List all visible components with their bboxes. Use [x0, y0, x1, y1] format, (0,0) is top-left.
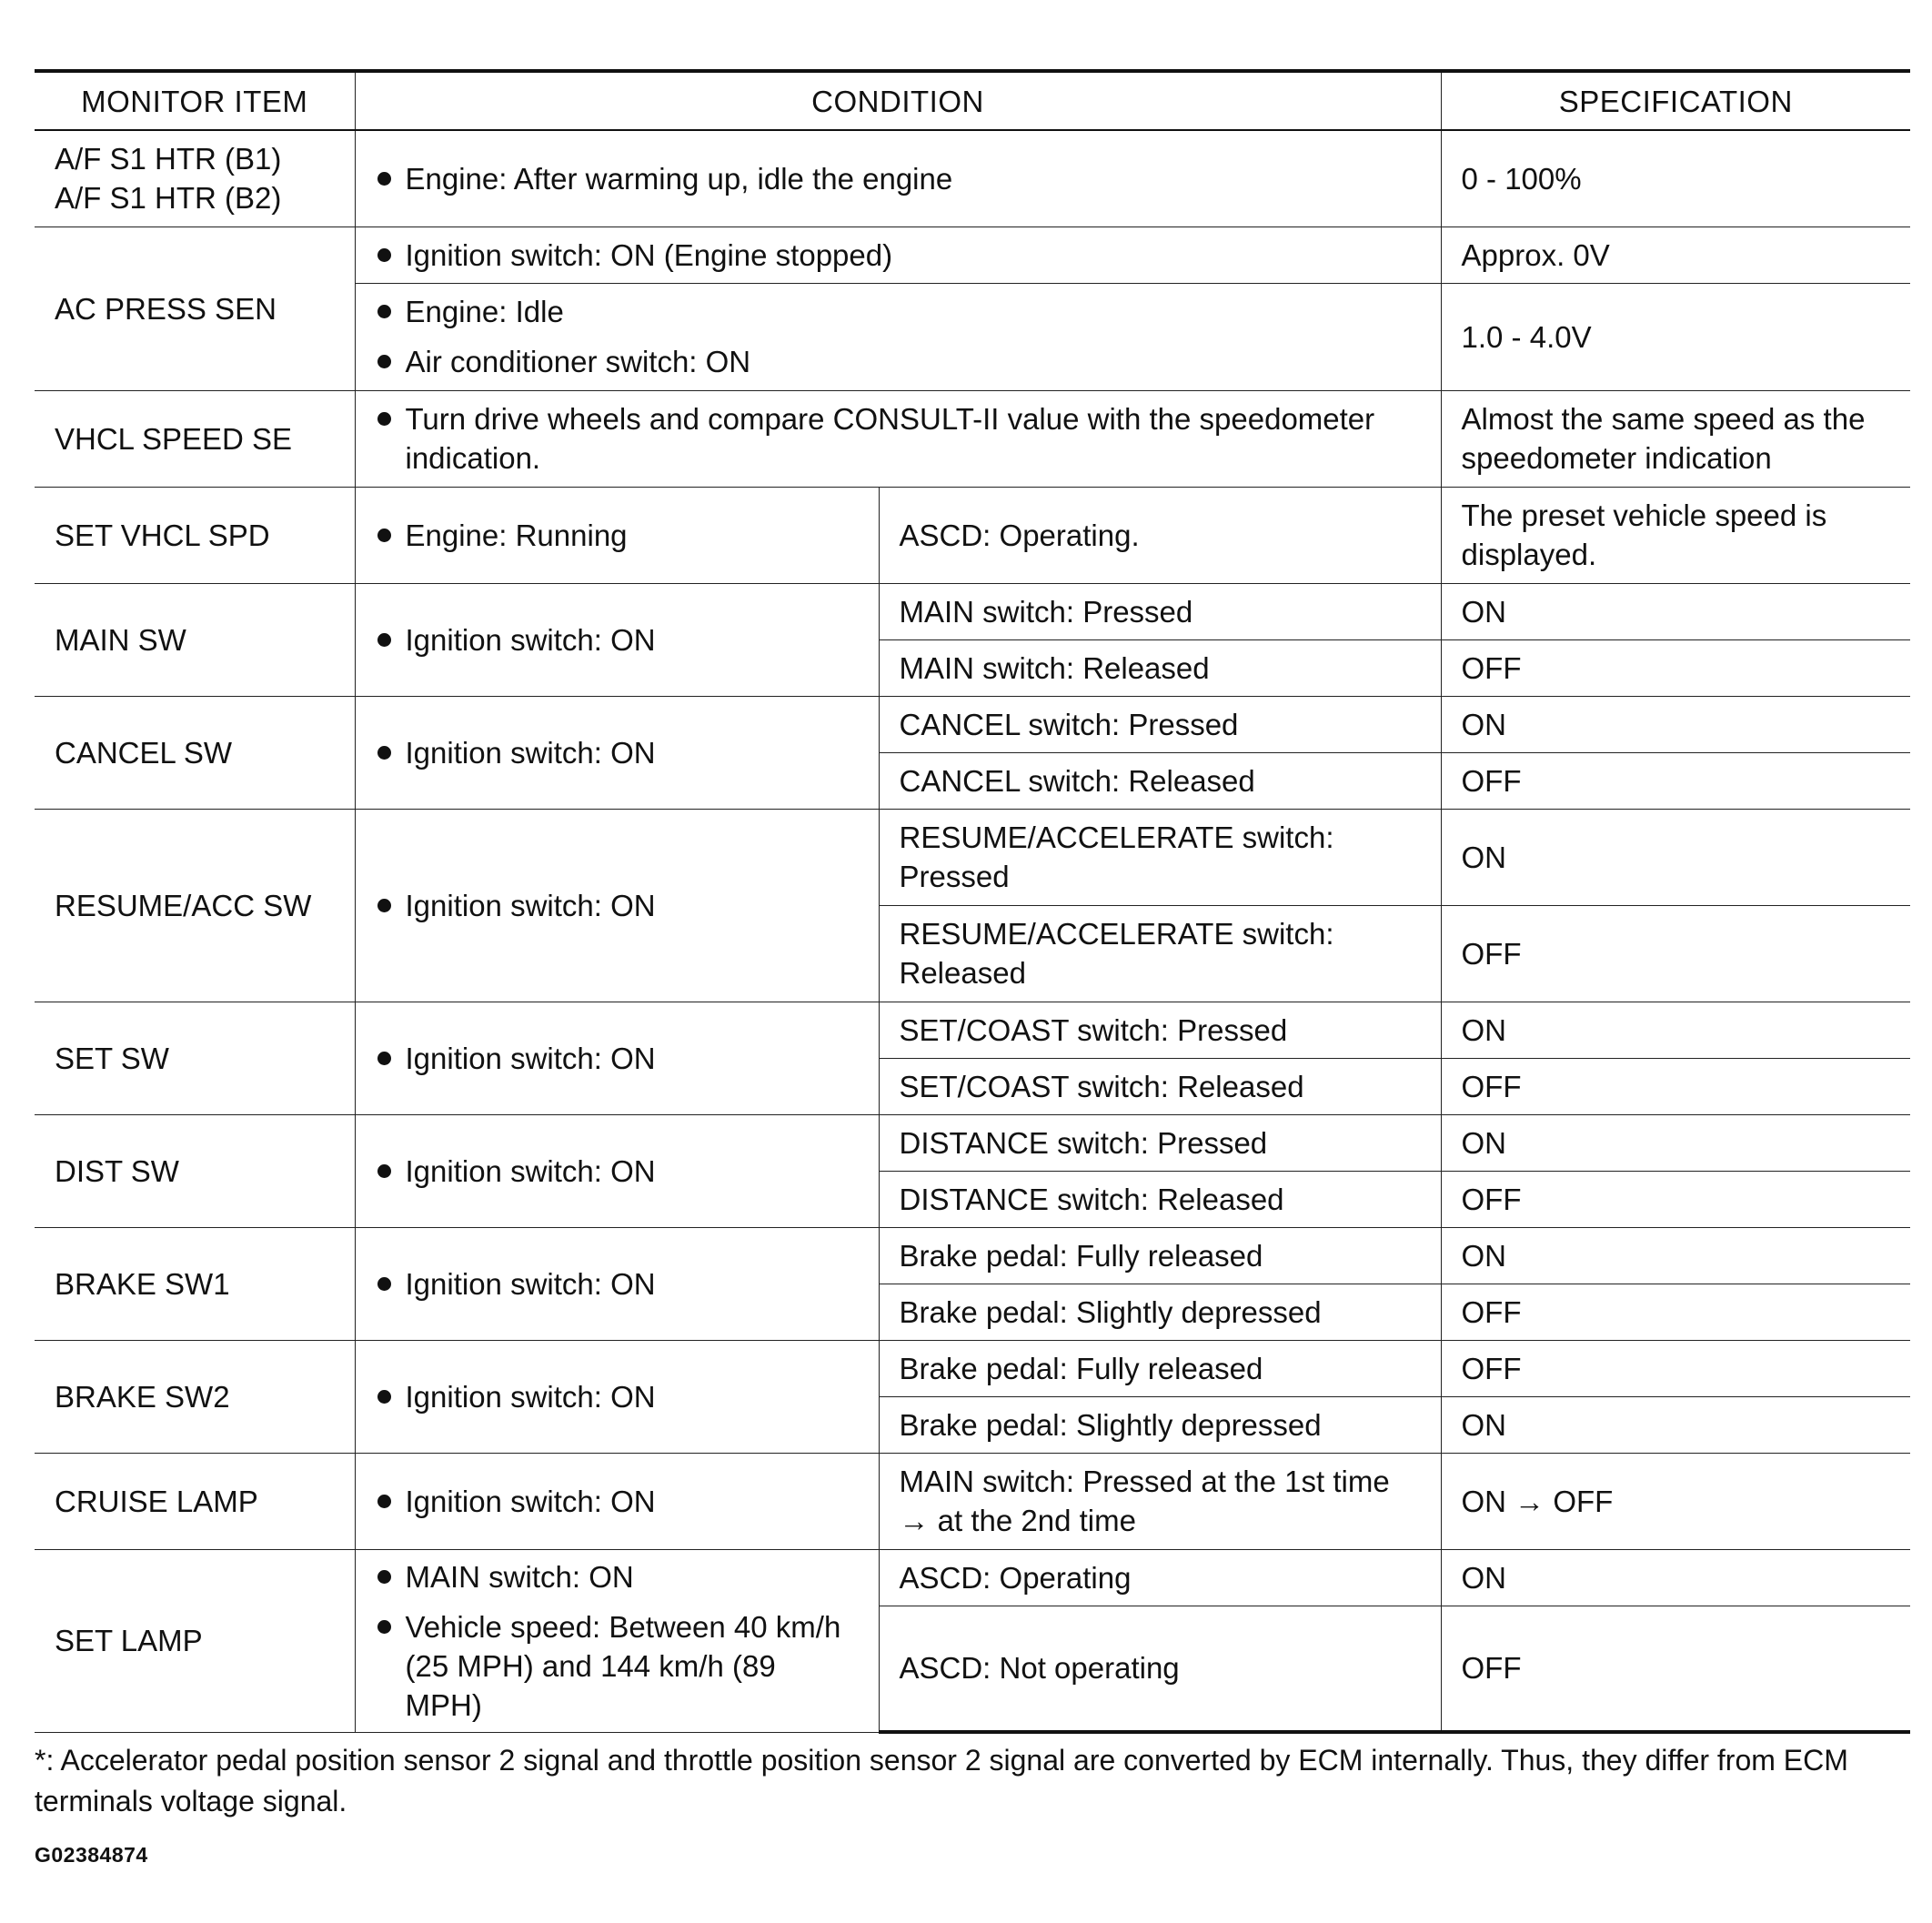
spec-cell: OFF: [1441, 752, 1910, 809]
bullet-icon: [377, 899, 391, 912]
spec-cell: Approx. 0V: [1441, 227, 1910, 283]
sub-condition-cell: CANCEL switch: Released: [879, 752, 1441, 809]
condition-text: Vehicle speed: Between 40 km/h (25 MPH) and 144 km/h (89 MPH): [405, 1609, 841, 1722]
header-specification: SPECIFICATION: [1441, 71, 1910, 130]
condition-text: Engine: After warming up, idle the engine: [405, 161, 953, 196]
condition-text: Engine: Running: [405, 518, 628, 552]
monitor-item-cell: SET VHCL SPD: [35, 487, 355, 583]
spec-cell: The preset vehicle speed is displayed.: [1441, 487, 1910, 583]
sub-condition-cell: MAIN switch: Pressed: [879, 583, 1441, 639]
table-row: [35, 1340, 1910, 1396]
table-row: [35, 390, 1910, 487]
monitor-item-cell: VHCL SPEED SE: [35, 390, 355, 487]
monitor-item-cell: CRUISE LAMP: [35, 1453, 355, 1549]
condition-bullet: [376, 1264, 859, 1304]
spec-cell: ON: [1441, 583, 1910, 639]
condition-text: Engine: Idle: [405, 295, 564, 328]
bullet-icon: [377, 1277, 391, 1291]
spec-cell: OFF: [1441, 639, 1910, 696]
monitor-item-line: A/F S1 HTR (B2): [55, 181, 282, 216]
sub-condition-cell: ASCD: Operating.: [879, 487, 1441, 583]
sub-condition-cell: Brake pedal: Slightly depressed: [879, 1396, 1441, 1453]
spec-cell: ON → OFF: [1441, 1453, 1910, 1549]
spec-cell: ON: [1441, 1114, 1910, 1171]
condition-cell: [355, 583, 879, 696]
monitor-item-cell: SET SW: [35, 1002, 355, 1114]
monitor-spec-table: [35, 69, 1910, 1734]
monitor-item-cell: DIST SW: [35, 1114, 355, 1227]
table-row: [35, 487, 1910, 583]
table-row: [35, 1549, 1910, 1606]
table-row: [35, 227, 1910, 283]
sub-condition-cell: CANCEL switch: Pressed: [879, 696, 1441, 752]
sub-condition-cell: DISTANCE switch: Pressed: [879, 1114, 1441, 1171]
bullet-icon: [377, 305, 391, 318]
monitor-item-cell: BRAKE SW2: [35, 1340, 355, 1453]
spec-cell: OFF: [1441, 1284, 1910, 1340]
spec-cell: ON: [1441, 696, 1910, 752]
condition-bullet: [376, 516, 859, 555]
table-body: [35, 130, 1910, 1732]
table-row: [35, 1453, 1910, 1549]
condition-bullet: [376, 1152, 859, 1191]
condition-bullet: [376, 292, 1421, 331]
condition-bullet: [376, 399, 1421, 478]
condition-bullet: [376, 1482, 859, 1521]
condition-cell: [355, 1114, 879, 1227]
monitor-item-cell: MAIN SW: [35, 583, 355, 696]
condition-text: Ignition switch: ON: [405, 1153, 656, 1188]
condition-text: Ignition switch: ON: [405, 1379, 656, 1414]
bullet-icon: [377, 1052, 391, 1065]
monitor-item-cell: RESUME/ACC SW: [35, 809, 355, 1002]
footnote: *: Accelerator pedal position sensor 2 signal and throttle position sensor 2 signal are converted by ECM internally. Thus, they differ from ECM terminals voltage signal.: [35, 1744, 1848, 1817]
table-row: [35, 130, 1910, 227]
table-row: [35, 1227, 1910, 1284]
bullet-icon: [377, 172, 391, 186]
sub-condition-cell: SET/COAST switch: Pressed: [879, 1002, 1441, 1058]
spec-cell: 1.0 - 4.0V: [1441, 283, 1910, 390]
condition-text: Ignition switch: ON: [405, 1041, 656, 1075]
header-row: [35, 71, 1910, 130]
condition-text: Turn drive wheels and compare CONSULT-II value with the speedometer indication.: [405, 402, 1375, 475]
condition-bullet: [376, 236, 1421, 275]
bullet-icon: [377, 746, 391, 760]
spec-cell: OFF: [1441, 1340, 1910, 1396]
bullet-icon: [377, 1164, 391, 1178]
spec-cell: OFF: [1441, 1171, 1910, 1227]
sub-condition-cell: MAIN switch: Pressed at the 1st time → at the 2nd time: [879, 1453, 1441, 1549]
sub-condition-cell: SET/COAST switch: Released: [879, 1058, 1441, 1114]
monitor-item-cell: BRAKE SW1: [35, 1227, 355, 1340]
condition-cell: [355, 696, 879, 809]
sub-condition-cell: Brake pedal: Fully released: [879, 1227, 1441, 1284]
sub-condition-cell: MAIN switch: Released: [879, 639, 1441, 696]
bullet-icon: [377, 529, 391, 542]
table-row: [35, 1002, 1910, 1058]
bullet-icon: [377, 633, 391, 647]
monitor-item-spec-sheet: [35, 69, 1910, 1734]
bullet-icon: [377, 1620, 391, 1634]
condition-bullet: [376, 1377, 859, 1416]
table-row: [35, 809, 1910, 905]
condition-cell: [355, 1227, 879, 1340]
table-header: [35, 71, 1910, 130]
spec-cell: ON: [1441, 1002, 1910, 1058]
condition-text: Ignition switch: ON: [405, 622, 656, 657]
condition-text: MAIN switch: ON: [405, 1559, 634, 1594]
spec-cell: OFF: [1441, 1058, 1910, 1114]
bullet-icon: [377, 1570, 391, 1584]
sub-condition-cell: RESUME/ACCELERATE switch: Released: [879, 905, 1441, 1002]
condition-cell: [355, 227, 1441, 283]
condition-text: Ignition switch: ON: [405, 1266, 656, 1301]
table-row: [35, 1114, 1910, 1171]
condition-cell: [355, 390, 1441, 487]
header-condition: CONDITION: [355, 71, 1441, 130]
condition-bullet: [376, 1607, 859, 1725]
condition-text: Air conditioner switch: ON: [405, 345, 751, 378]
monitor-item-cell: [35, 130, 355, 227]
condition-cell: [355, 130, 1441, 227]
condition-text: Ignition switch: ON: [405, 1484, 656, 1518]
monitor-item-line: A/F S1 HTR (B1): [55, 142, 282, 176]
condition-bullet: [376, 886, 859, 925]
spec-cell: 0 - 100%: [1441, 130, 1910, 227]
spec-cell: OFF: [1441, 905, 1910, 1002]
condition-cell: [355, 1340, 879, 1453]
condition-cell: [355, 487, 879, 583]
header-monitor-item: MONITOR ITEM: [35, 71, 355, 130]
condition-bullet: [376, 1557, 859, 1596]
condition-cell: [355, 283, 1441, 390]
figure-id: G02384874: [35, 1843, 148, 1867]
sub-condition-cell: ASCD: Not operating: [879, 1606, 1441, 1732]
spec-cell: ON: [1441, 1396, 1910, 1453]
sub-condition-cell: Brake pedal: Fully released: [879, 1340, 1441, 1396]
spec-cell: ON: [1441, 809, 1910, 905]
bullet-icon: [377, 412, 391, 426]
condition-bullet: [376, 733, 859, 772]
sub-condition-cell: ASCD: Operating: [879, 1549, 1441, 1606]
bullet-icon: [377, 355, 391, 368]
table-row: [35, 696, 1910, 752]
monitor-item-cell: SET LAMP: [35, 1549, 355, 1732]
sub-condition-cell: RESUME/ACCELERATE switch: Pressed: [879, 809, 1441, 905]
sub-condition-cell: Brake pedal: Slightly depressed: [879, 1284, 1441, 1340]
sub-condition-cell: DISTANCE switch: Released: [879, 1171, 1441, 1227]
spec-cell: ON: [1441, 1549, 1910, 1606]
bullet-icon: [377, 1390, 391, 1404]
spec-cell: ON: [1441, 1227, 1910, 1284]
condition-text: Ignition switch: ON (Engine stopped): [405, 237, 893, 272]
condition-text: Ignition switch: ON: [405, 735, 656, 770]
spec-cell: Almost the same speed as the speedometer indication: [1441, 390, 1910, 487]
condition-bullet: [376, 159, 1421, 198]
condition-text: Ignition switch: ON: [405, 888, 656, 922]
spec-cell: OFF: [1441, 1606, 1910, 1732]
condition-cell: [355, 1549, 879, 1732]
condition-cell: [355, 1453, 879, 1549]
bullet-icon: [377, 1495, 391, 1508]
table-row: [35, 583, 1910, 639]
monitor-item-cell: AC PRESS SEN: [35, 227, 355, 390]
bullet-icon: [377, 248, 391, 262]
monitor-item-cell: CANCEL SW: [35, 696, 355, 809]
condition-bullet: [376, 620, 859, 659]
condition-bullet: [376, 342, 1421, 381]
condition-cell: [355, 809, 879, 1002]
condition-bullet: [376, 1039, 859, 1078]
condition-cell: [355, 1002, 879, 1114]
